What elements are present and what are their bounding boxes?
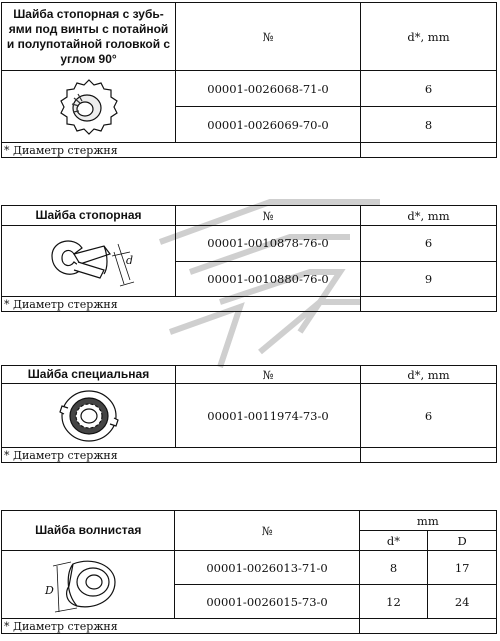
table-wave-washer — [1, 510, 497, 634]
column-header-number: № — [176, 206, 361, 226]
product-name: Шайба специальная — [2, 366, 176, 384]
diameter-cell: 6 — [361, 384, 497, 448]
part-number-cell: 00001-0010878-76-0 — [176, 226, 361, 262]
diameter-cell: 6 — [361, 226, 497, 262]
wave-washer-icon — [43, 552, 133, 618]
column-header-number: № — [176, 366, 361, 384]
part-number-cell: 00001-0026069-70-0 — [176, 107, 361, 143]
table-toothed-washer — [1, 2, 497, 158]
product-name: Шайба стопорная — [2, 206, 176, 226]
diameter-cell: 9 — [361, 261, 497, 297]
column-header-unit: mm — [359, 511, 496, 531]
dimension-d-label: d — [125, 254, 133, 267]
product-image — [2, 226, 176, 297]
table-special-washer — [1, 365, 497, 463]
column-header-outer-diameter: D — [428, 531, 497, 551]
product-image — [2, 384, 176, 448]
part-number-cell: 00001-0026015-73-0 — [175, 585, 359, 619]
column-header-number: № — [176, 3, 361, 71]
diameter-cell: 8 — [359, 551, 428, 585]
column-header-diameter: d*, mm — [361, 366, 497, 384]
footnote: * Диаметр стержня — [2, 619, 360, 634]
footnote-empty-cell — [359, 619, 496, 634]
product-image — [2, 71, 176, 143]
part-number-cell: 00001-0026013-71-0 — [175, 551, 359, 585]
special-washer-icon — [54, 386, 124, 446]
part-number-cell: 00001-0026068-71-0 — [176, 71, 361, 107]
footnote-empty-cell — [361, 143, 497, 158]
diameter-cell: 6 — [361, 71, 497, 107]
product-name: Шайба волнистая — [2, 511, 175, 551]
diameter-cell: 12 — [359, 585, 428, 619]
column-header-diameter: d*, mm — [361, 3, 497, 71]
lock-washer-icon — [34, 226, 144, 296]
part-number-cell: 00001-0010880-76-0 — [176, 261, 361, 297]
part-number-cell: 00001-0011974-73-0 — [176, 384, 361, 448]
column-header-diameter: d* — [359, 531, 428, 551]
product-image — [2, 551, 175, 619]
dimension-D-label: D — [45, 583, 55, 597]
outer-diameter-cell: 24 — [428, 585, 497, 619]
footnote-empty-cell — [361, 297, 497, 312]
diameter-cell: 8 — [361, 107, 497, 143]
table-lock-washer — [1, 205, 497, 312]
product-name: Шайба стопорная с зубь- ями под винты с потайной и полупотайной головкой с углом 90° — [2, 3, 176, 71]
footnote: * Диаметр стержня — [2, 448, 361, 463]
outer-diameter-cell: 17 — [428, 551, 497, 585]
toothed-washer-icon — [54, 76, 124, 138]
footnote-empty-cell — [361, 448, 497, 463]
column-header-diameter: d*, mm — [361, 206, 497, 226]
footnote: * Диаметр стержня — [2, 297, 361, 312]
footnote: * Диаметр стержня — [2, 143, 361, 158]
column-header-number: № — [175, 511, 359, 551]
